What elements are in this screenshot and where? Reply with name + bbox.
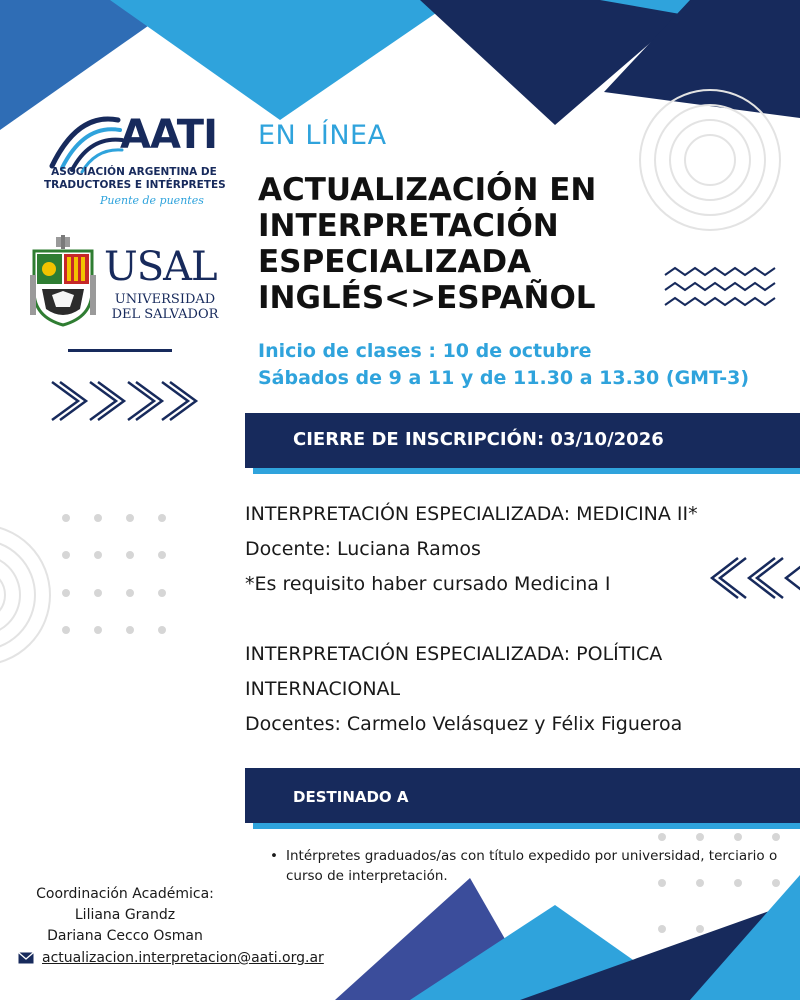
coordinator-name: Dariana Cecco Osman [47,928,203,944]
envelope-icon [18,952,34,964]
title-line: INTERPRETACIÓN [258,208,559,244]
spacer [245,602,795,637]
academic-coordination [20,884,230,947]
course-politica-teachers: Docentes: Carmelo Velásquez y Félix Figueroa [245,713,683,735]
email-link[interactable]: actualizacion.interpretacion@aati.org.ar [42,950,324,966]
usal-logo-subtitle [104,292,226,322]
audience-banner [245,768,800,823]
audience-heading: DESTINADO A [293,788,409,806]
top-left-blue-triangle [110,0,455,120]
concentric-circles-left [0,525,50,665]
bullet-icon: • [270,848,278,864]
coordination-label: Coordinación Académica: [36,886,214,902]
usal-logo-name: USAL [104,244,217,290]
usal-crest-icon [30,235,96,327]
registration-deadline-text: CIERRE DE INSCRIPCIÓN: 03/10/2026 [293,429,664,450]
usal-subtitle-line: UNIVERSIDAD [114,292,216,307]
aati-logo-name: AATI [120,112,217,158]
class-hours: Sábados de 9 a 11 y de 11.30 a 13.30 (GMT-3) [258,367,750,389]
title-line: ESPECIALIZADA [258,244,532,280]
course-politica-title: INTERPRETACIÓN ESPECIALIZADA: POLÍTICA [245,643,663,665]
banner-accent-line [253,823,800,829]
course-medicina-teacher: Docente: Luciana Ramos [245,538,481,560]
audience-item-text: Intérpretes graduados/as con título expedido por universidad, terciario o curso de interpretación. [286,848,778,884]
title-line: ACTUALIZACIÓN EN [258,172,597,208]
coordinator-name: Liliana Grandz [74,907,176,923]
banner-accent-line [253,468,800,474]
chevrons-right-icon [52,382,196,420]
course-medicina-title: INTERPRETACIÓN ESPECIALIZADA: MEDICINA II* [245,503,698,525]
start-date: Inicio de clases : 10 de octubre [258,340,592,362]
aati-logo-subtitle [44,166,224,192]
course-title [258,172,798,316]
online-tag: EN LÍNEA [258,120,387,151]
contact-email[interactable] [18,950,324,966]
schedule [258,338,749,392]
dot-grid-left [62,514,166,634]
aati-subtitle-line: ASOCIACIÓN ARGENTINA DE [51,166,217,178]
course-list [245,497,795,742]
title-line: INGLÉS<>ESPAÑOL [258,280,596,316]
aati-subtitle-line: TRADUCTORES E INTÉRPRETES [44,179,226,191]
aati-logo-slogan: Puente de puentes [100,194,204,207]
course-medicina-requirement: *Es requisito haber cursado Medicina I [245,573,611,595]
course-politica-title-cont: INTERNACIONAL [245,678,401,700]
usal-subtitle-line: DEL SALVADOR [111,307,219,322]
registration-deadline-banner [245,413,800,468]
divider [68,349,172,352]
